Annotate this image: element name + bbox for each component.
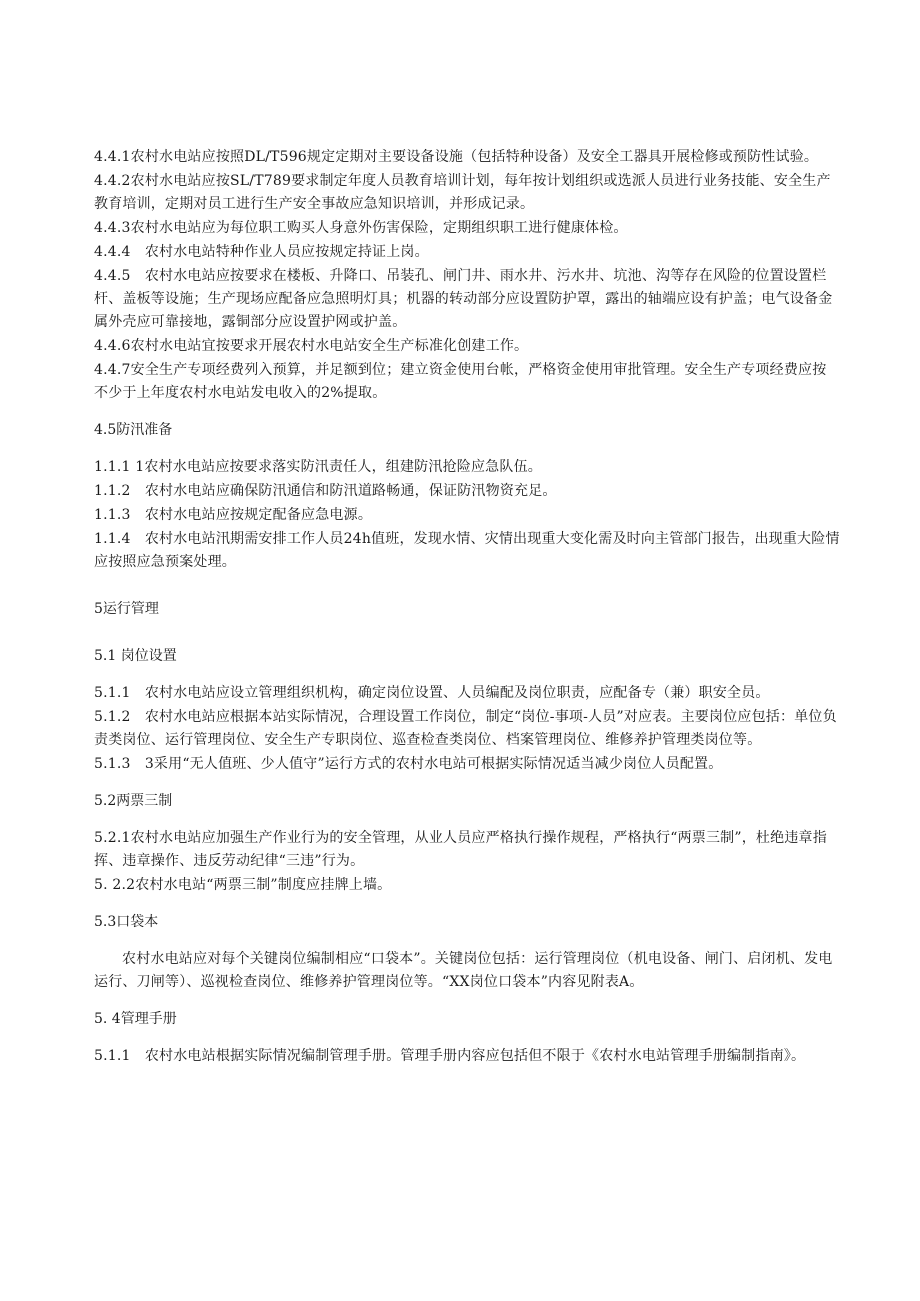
clause-4-4-6: 4.4.6农村水电站宜按要求开展农村水电站安全生产标准化创建工作。	[94, 338, 529, 354]
clause-1-1-1: 1.1.1 1农村水电站应按要求落实防汛责任人，组建防汛抢险应急队伍。	[94, 459, 542, 475]
clause-1-1-2: 1.1.2 农村水电站应确保防汛通信和防汛道路畅通，保证防汛物资充足。	[94, 483, 557, 499]
clause-5-1-1: 5.1.1 农村水电站应设立管理组织机构，确定岗位设置、人员编配及岗位职责，应配备专（兼）职安全员。	[94, 685, 770, 701]
clause-5-2-2: 5. 2.2农村水电站“两票三制”制度应挂牌上墙。	[94, 877, 392, 893]
paragraph-5-3: 农村水电站应对每个关键岗位编制相应“口袋本”。关键岗位包括：运行管理岗位（机电设备、闸门、启闭机、发电运行、刀闸等）、巡视检查岗位、维修养护管理岗位等。“XX岗位口袋本”内容见附表A。	[94, 951, 833, 990]
clause-5-1-3: 5.1.3 3采用“无人值班、少人值守”运行方式的农村水电站可根据实际情况适当减少岗位人员配置。	[94, 756, 723, 772]
document-body	[94, 146, 840, 1068]
spacer	[94, 897, 840, 911]
clause-4-4-3: 4.4.3农村水电站应为每位职工购买人身意外伤害保险，定期组织职工进行健康体检。	[94, 220, 628, 236]
heading-5-4: 5. 4管理手册	[94, 1011, 177, 1027]
spacer	[94, 994, 840, 1008]
spacer	[94, 621, 840, 645]
spacer	[94, 776, 840, 790]
clause-4-4-2: 4.4.2农村水电站应按SL/T789要求制定年度人员教育培训计划，每年按计划组织或选派人员进行业务技能、安全生产教育培训，定期对员工进行生产安全事故应急知识培训，并形成记录。	[94, 173, 831, 212]
spacer	[94, 934, 840, 948]
clause-4-4-4: 4.4.4 农村水电站特种作业人员应按规定持证上岗。	[94, 244, 429, 260]
heading-5-2: 5.2两票三制	[94, 793, 173, 809]
clause-5-1-2: 5.1.2 农村水电站应根据本站实际情况，合理设置工作岗位，制定“岗位-事项-人员”对应表。主要岗位应包括：单位负责类岗位、运行管理岗位、安全生产专职岗位、巡查检查类岗位、档案管理岗位、维修养护管理类岗位等。	[94, 709, 837, 748]
clause-5-4-1: 5.1.1 农村水电站根据实际情况编制管理手册。管理手册内容应包括但不限于《农村水电站管理手册编制指南》。	[94, 1048, 806, 1064]
heading-4-5: 4.5防汛准备	[94, 422, 173, 438]
clause-1-1-4: 1.1.4 农村水电站汛期需安排工作人员24h值班，发现水情、灾情出现重大变化需及时向主管部门报告，出现重大险情应按照应急预案处理。	[94, 531, 840, 570]
clause-4-4-1: 4.4.1农村水电站应按照DL/T596规定定期对主要设备设施（包括特种设备）及安全工器具开展检修或预防性试验。	[94, 149, 819, 165]
spacer	[94, 1031, 840, 1045]
clause-4-4-7: 4.4.7安全生产专项经费列入预算，并足额到位；建立资金使用台帐，严格资金使用审批管理。安全生产专项经费应按不少于上年度农村水电站发电收入的2%提取。	[94, 362, 827, 401]
clause-1-1-3: 1.1.3 农村水电站应按规定配备应急电源。	[94, 507, 373, 523]
spacer	[94, 574, 840, 598]
spacer	[94, 442, 840, 456]
heading-5: 5运行管理	[94, 601, 159, 617]
clause-4-4-5: 4.4.5 农村水电站应按要求在楼板、升降口、吊装孔、闸门井、雨水井、污水井、坑池、沟等存在风险的位置设置栏杆、盖板等设施；生产现场应配备应急照明灯具；机器的转动部分应设置防护罩，露出的轴端应设有护盖；电气设备金属外壳应可靠接地，露铜部分应设置护网或护盖。	[94, 268, 833, 330]
spacer	[94, 405, 840, 419]
spacer	[94, 668, 840, 682]
clause-5-2-1: 5.2.1农村水电站应加强生产作业行为的安全管理，从业人员应严格执行操作规程，严格执行“两票三制”，杜绝违章指挥、违章操作、违反劳动纪律“三违”行为。	[94, 830, 827, 869]
heading-5-1: 5.1 岗位设置	[94, 648, 177, 664]
spacer	[94, 813, 840, 827]
heading-5-3: 5.3口袋本	[94, 914, 159, 930]
